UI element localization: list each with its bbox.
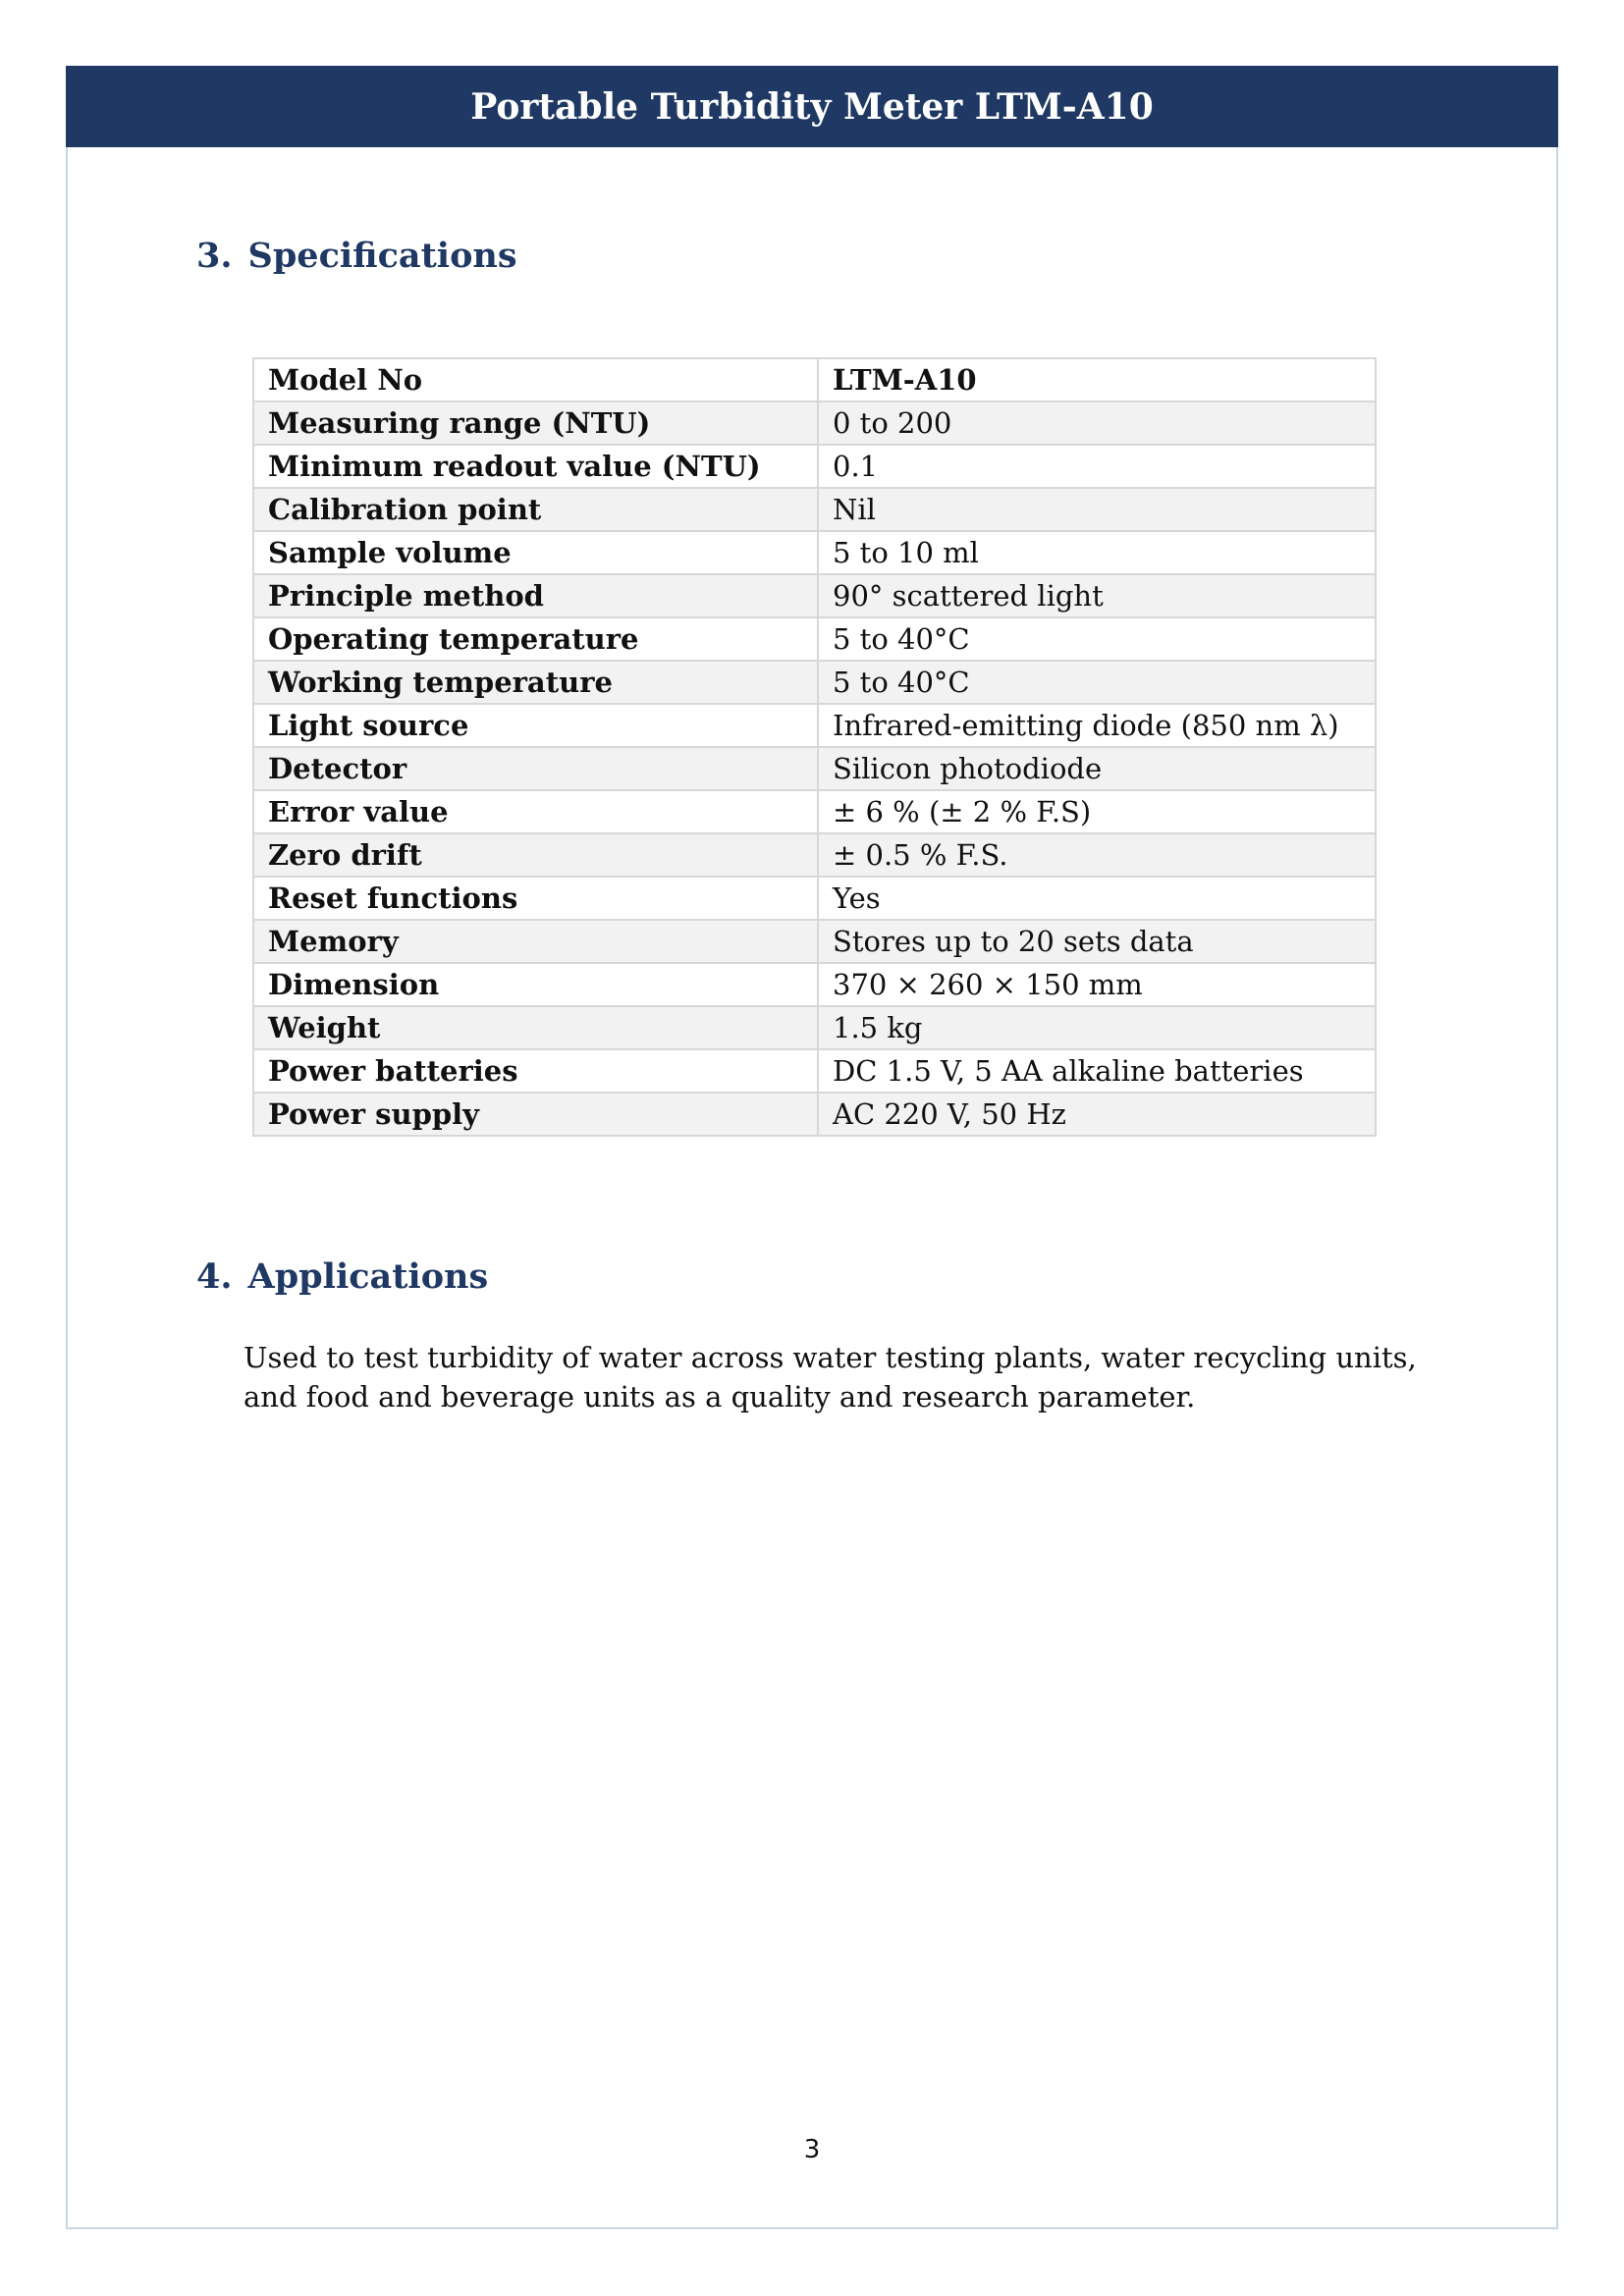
table-row xyxy=(253,531,1376,574)
spec-value: 5 to 40°C xyxy=(818,661,1376,704)
spec-label: Detector xyxy=(253,747,818,790)
table-row xyxy=(253,877,1376,920)
spec-label: Weight xyxy=(253,1006,818,1049)
section-number: 4. xyxy=(196,1256,233,1297)
header-bar xyxy=(66,66,1558,147)
table-row xyxy=(253,488,1376,531)
spec-label: Reset functions xyxy=(253,877,818,920)
table-row xyxy=(253,1006,1376,1049)
spec-label: Zero drift xyxy=(253,833,818,877)
table-row xyxy=(253,704,1376,747)
table-row xyxy=(253,833,1376,877)
specifications-table xyxy=(252,357,1377,1137)
table-row xyxy=(253,963,1376,1006)
spec-value: 5 to 40°C xyxy=(818,617,1376,661)
spec-value: Yes xyxy=(818,877,1376,920)
section-number: 3. xyxy=(196,236,233,276)
table-row xyxy=(253,401,1376,445)
spec-label: Minimum readout value (NTU) xyxy=(253,445,818,488)
spec-value: 90° scattered light xyxy=(818,574,1376,617)
spec-label: Calibration point xyxy=(253,488,818,531)
spec-value: Stores up to 20 sets data xyxy=(818,920,1376,963)
table-row xyxy=(253,747,1376,790)
table-row xyxy=(253,358,1376,401)
table-row xyxy=(253,574,1376,617)
spec-value: ± 0.5 % F.S. xyxy=(818,833,1376,877)
spec-label: Working temperature xyxy=(253,661,818,704)
applications-paragraph: Used to test turbidity of water across water testing plants, water recycling units, and food and beverage units as a quality and research parameter. xyxy=(244,1341,1417,1414)
table-row xyxy=(253,920,1376,963)
spec-value: 1.5 kg xyxy=(818,1006,1376,1049)
spec-value: 370 × 260 × 150 mm xyxy=(818,963,1376,1006)
spec-label: Sample volume xyxy=(253,531,818,574)
spec-label: Operating temperature xyxy=(253,617,818,661)
spec-value: Infrared-emitting diode (850 nm λ) xyxy=(818,704,1376,747)
spec-value: LTM-A10 xyxy=(818,358,1376,401)
section-title: Specifications xyxy=(247,236,517,276)
table-row xyxy=(253,790,1376,833)
table-row xyxy=(253,661,1376,704)
table-row xyxy=(253,1093,1376,1136)
spec-label: Light source xyxy=(253,704,818,747)
table-row xyxy=(253,445,1376,488)
table-row xyxy=(253,1049,1376,1093)
spec-value: ± 6 % (± 2 % F.S) xyxy=(818,790,1376,833)
spec-label: Power batteries xyxy=(253,1049,818,1093)
section-title: Applications xyxy=(247,1256,489,1297)
spec-label: Dimension xyxy=(253,963,818,1006)
page-number: 3 xyxy=(803,2135,821,2164)
table-row xyxy=(253,617,1376,661)
spec-value: AC 220 V, 50 Hz xyxy=(818,1093,1376,1136)
spec-label: Error value xyxy=(253,790,818,833)
document-title: Portable Turbidity Meter LTM-A10 xyxy=(470,85,1154,128)
spec-value: DC 1.5 V, 5 AA alkaline batteries xyxy=(818,1049,1376,1093)
spec-label: Memory xyxy=(253,920,818,963)
spec-label: Power supply xyxy=(253,1093,818,1136)
spec-value: 0 to 200 xyxy=(818,401,1376,445)
spec-label: Measuring range (NTU) xyxy=(253,401,818,445)
spec-value: 5 to 10 ml xyxy=(818,531,1376,574)
spec-label: Model No xyxy=(253,358,818,401)
specifications-heading xyxy=(196,236,517,276)
applications-heading xyxy=(196,1256,488,1297)
spec-label: Principle method xyxy=(253,574,818,617)
spec-value: 0.1 xyxy=(818,445,1376,488)
spec-value: Nil xyxy=(818,488,1376,531)
spec-value: Silicon photodiode xyxy=(818,747,1376,790)
